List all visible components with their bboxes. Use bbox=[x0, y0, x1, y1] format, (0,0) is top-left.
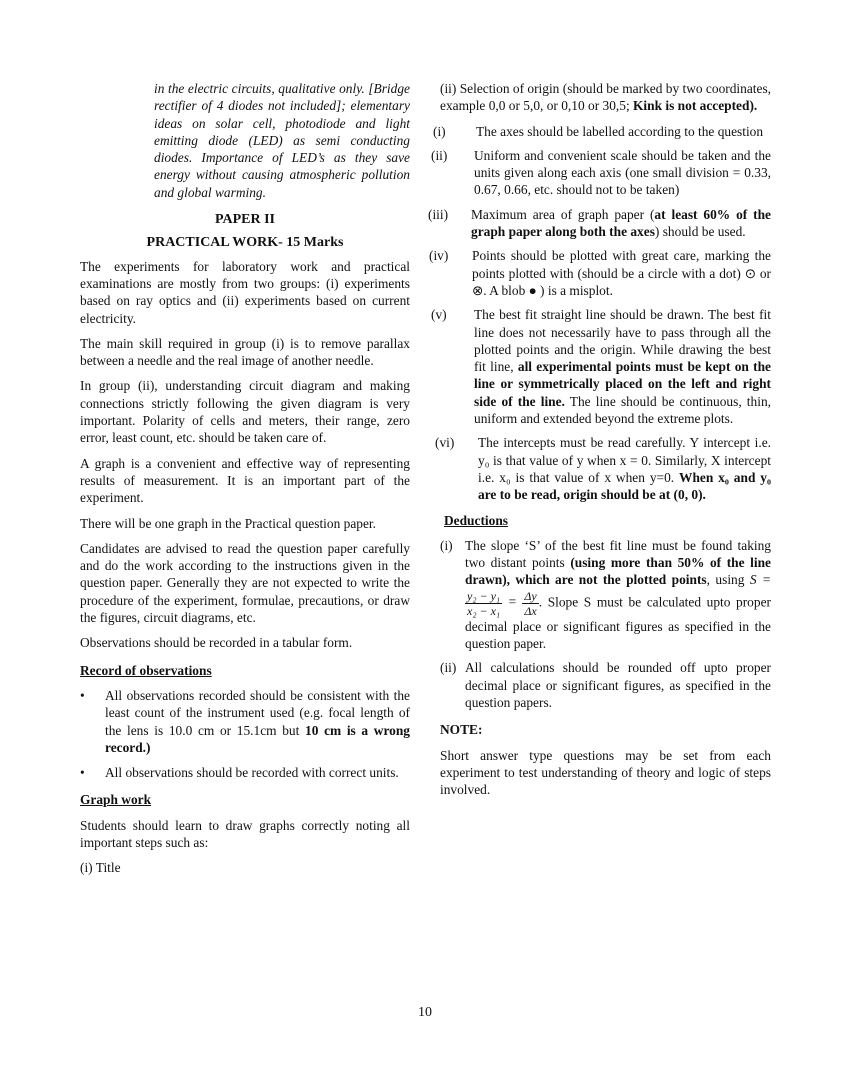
bullet1-text: All observations recorded should be consistent with the least count of the instrument used (e.g. focal length of the lens is 10.0 cm or 15.1cm but bbox=[105, 687, 410, 738]
note-text: Short answer type questions may be set from each experiment to test understanding of theory and logic of steps involved. bbox=[440, 747, 771, 798]
formula-denominator: x₂ − x₁ bbox=[467, 603, 501, 618]
list-item bbox=[428, 247, 771, 299]
item-text: All calculations should be rounded off upto proper decimal place or significant figures, as specified in the question papers. bbox=[465, 660, 771, 710]
paragraph-circuit: In group (ii), understanding circuit diagram and making connections strictly following the given diagram is very important. Polarity of cells and meters, their range, zero error, least count, etc. should be taken care of. bbox=[80, 378, 410, 446]
list-item bbox=[428, 659, 771, 711]
paragraph-candidates: Candidates are advised to read the question paper carefully and do the work according to the instructions given in the question paper. Generally they are not expected to write the procedure of the experiment, formulae, precautions, or draw the figures, circuit diagrams, etc. bbox=[80, 540, 410, 626]
bullet1-bold: 10 cm is a wrong record.) bbox=[105, 722, 410, 755]
item-text: Maximum area of graph paper ( bbox=[471, 206, 655, 222]
intro-italic-text: in the electric circuits, qualitative only. [Bridge rectifier of 4 diodes not included]; elementary ideas on solar cell, photodiode and light emitting diode (LED) as semi conducting diodes. Importance of LED’s as they save energy without causing atmospheric pollution and global warming. bbox=[154, 81, 410, 200]
paragraph-steps: Students should learn to draw graphs correctly noting all important steps such as: bbox=[80, 817, 410, 850]
item-bold: at least 60% of the graph paper along both the axes bbox=[471, 206, 771, 240]
item-number: (i) bbox=[440, 537, 453, 553]
paragraph-skill: The main skill required in group (i) is to remove parallax between a needle and the real image of another needle. bbox=[80, 335, 410, 369]
item-text: Uniform and convenient scale should be taken and the units given along each axis (one small division = 0.33, 0.67, 0.66, etc. should not to be taken) bbox=[474, 147, 771, 198]
formula-s: S = bbox=[749, 572, 771, 588]
item-text: The intercepts must be read carefully. Y intercept i.e. y₀ is that value of y when x = 0. Similarly, X intercept i.e. x₀ is that value of x when y=0. bbox=[478, 435, 771, 485]
list-item bbox=[428, 306, 771, 427]
list-item bbox=[428, 147, 771, 199]
item-number: (v) bbox=[431, 307, 447, 323]
item-number: (ii) bbox=[440, 660, 457, 676]
item-number: (iii) bbox=[428, 206, 449, 222]
item-bold: all experimental points must be kept on the line or symmetrically placed on the left and right side of the line. bbox=[474, 359, 771, 409]
record-heading: Record of observations bbox=[80, 662, 212, 678]
page-number: 10 bbox=[418, 1005, 432, 1020]
item-number: (vi) bbox=[435, 435, 455, 451]
item-text: . Slope S must be calculated upto proper decimal place or significant figures as specified in the question paper. bbox=[465, 594, 771, 652]
item-text: The line should be continuous, thin, uniform and extended beyond the extreme plots. bbox=[474, 393, 771, 427]
formula-equals: = bbox=[507, 594, 517, 610]
bullet-icon: • bbox=[80, 765, 85, 781]
list-item bbox=[428, 206, 771, 241]
item-text: ) should be used. bbox=[654, 224, 746, 240]
item-text: The best fit straight line should be drawn. The best fit line does not necessarily have to pass through all the plotted points and the origin. While drawing the best fit line, bbox=[474, 307, 771, 375]
graph-heading: Graph work bbox=[80, 792, 152, 808]
formula-numerator: y₂ − y₁ bbox=[467, 588, 501, 603]
origin-paragraph bbox=[428, 80, 771, 115]
formula-fraction bbox=[465, 589, 502, 618]
origin-bold: Kink is not accepted). bbox=[633, 98, 758, 114]
list-item bbox=[428, 123, 771, 140]
paragraph-graph: A graph is a convenient and effective way of representing results of measurement. It is an important part of the experiment. bbox=[80, 455, 410, 506]
bullet-icon: • bbox=[80, 687, 85, 703]
paragraph-groups: The experiments for laboratory work and practical examinations are mostly from two groups: (i) experiments based on ray optics and (ii) experiments based on current electricity. bbox=[80, 258, 410, 326]
item-number: (ii) bbox=[431, 147, 448, 163]
deductions-heading: Deductions bbox=[444, 512, 508, 528]
list-item bbox=[80, 764, 410, 781]
origin-text: (ii) Selection of origin (should be marked by two coordinates, example 0,0 or 5,0, or 0,10 or 30,5; bbox=[440, 81, 771, 114]
paragraph-tabular: Observations should be recorded in a tabular form. bbox=[80, 635, 353, 651]
list-item bbox=[428, 537, 771, 652]
item-bold: (using more than 50% of the line drawn), which are not the plotted points bbox=[465, 555, 771, 588]
formula-denominator: Δx bbox=[524, 603, 537, 618]
item-text: Points should be plotted with great care, marking the points plotted with (should be a circle with a dot) ⊙ or ⊗. A blob ● ) is a misplot. bbox=[472, 248, 771, 298]
practical-title: PRACTICAL WORK- 15 Marks bbox=[146, 235, 344, 251]
item-number: (iv) bbox=[429, 248, 449, 264]
paragraph-one-graph: There will be one graph in the Practical question paper. bbox=[80, 515, 376, 531]
note-heading: NOTE: bbox=[440, 722, 483, 738]
left-column bbox=[80, 80, 410, 885]
formula-fraction bbox=[522, 589, 538, 618]
bullet2-text: All observations should be recorded with correct units. bbox=[105, 765, 399, 781]
item-bold: When x₀ and y₀ are to be read, origin should be at (0, 0). bbox=[478, 469, 772, 503]
item-text: , using bbox=[706, 572, 750, 588]
list-item bbox=[80, 687, 410, 756]
item-text: The slope ‘S’ of the best fit line must be found taking two distant points bbox=[465, 537, 771, 571]
list-item bbox=[428, 434, 771, 503]
formula-numerator: Δy bbox=[524, 588, 537, 603]
item-number: (i) bbox=[433, 123, 446, 139]
paragraph-title-step: (i) Title bbox=[80, 860, 121, 876]
paper-title: PAPER II bbox=[214, 212, 276, 228]
right-column bbox=[428, 80, 771, 806]
item-text: The axes should be labelled according to the question bbox=[476, 123, 764, 139]
